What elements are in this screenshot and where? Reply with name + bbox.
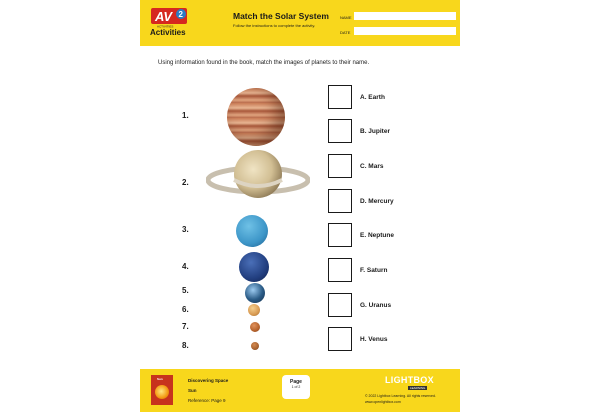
option-label-e: E. Neptune <box>360 232 394 239</box>
answer-box-f[interactable] <box>328 258 352 282</box>
page-title: Match the Solar System <box>233 11 329 21</box>
number-label-3: 3. <box>182 225 189 234</box>
answer-box-c[interactable] <box>328 154 352 178</box>
svg-text:AV: AV <box>155 9 173 24</box>
option-label-h: H. Venus <box>360 336 388 343</box>
page-subtitle: Follow the instructions to complete the activity. <box>233 23 316 28</box>
number-label-8: 8. <box>182 341 189 350</box>
planet-image-2 <box>206 148 310 206</box>
book-title: Sun <box>188 388 197 393</box>
book-cover-image <box>151 375 173 405</box>
page-number: 1 of 2 <box>291 385 301 389</box>
answer-box-d[interactable] <box>328 189 352 213</box>
option-label-c: C. Mars <box>360 163 384 170</box>
date-label: DATE <box>340 30 351 35</box>
worksheet-page <box>140 0 460 412</box>
footer-banner <box>140 369 460 412</box>
book-cover-title: Sun <box>157 377 163 381</box>
page-indicator <box>282 375 310 399</box>
number-label-5: 5. <box>182 286 189 295</box>
sun-icon <box>155 385 169 399</box>
book-series: Discovering Space <box>188 378 229 383</box>
copyright-text: © 2022 Lightbox Learning. All rights reserved. <box>365 394 436 398</box>
svg-text:ACTIVITIES: ACTIVITIES <box>157 24 174 28</box>
answer-box-a[interactable] <box>328 85 352 109</box>
number-label-7: 7. <box>182 322 189 331</box>
number-label-2: 2. <box>182 178 189 187</box>
lightbox-logo: LIGHTBOX <box>385 375 434 385</box>
name-field[interactable] <box>354 12 456 20</box>
number-label-4: 4. <box>182 262 189 271</box>
option-label-f: F. Saturn <box>360 267 388 274</box>
website-link[interactable]: www.openlightbox.com <box>365 400 401 404</box>
instruction-text: Using information found in the book, match the images of planets to their name. <box>158 60 370 66</box>
av2-logo <box>151 8 187 28</box>
reference-text: Reference: Page 9 <box>188 398 226 403</box>
planet-image-4 <box>239 252 269 282</box>
name-label: NAME <box>340 15 352 20</box>
lightbox-logo-sub: LEARNING <box>410 386 426 390</box>
planet-image-3 <box>236 215 268 247</box>
planet-image-1 <box>227 88 285 146</box>
planet-image-5 <box>245 283 265 303</box>
svg-text:2: 2 <box>178 10 183 19</box>
option-label-b: B. Jupiter <box>360 128 390 135</box>
option-label-a: A. Earth <box>360 94 385 101</box>
page-label: Page <box>290 379 302 385</box>
answer-box-g[interactable] <box>328 293 352 317</box>
date-field[interactable] <box>354 27 456 35</box>
brand-label: Activities <box>150 28 186 37</box>
option-label-g: G. Uranus <box>360 302 392 309</box>
answer-box-b[interactable] <box>328 119 352 143</box>
planet-image-6 <box>248 304 260 316</box>
planet-image-7 <box>250 322 260 332</box>
header-banner <box>140 0 460 46</box>
answer-box-h[interactable] <box>328 327 352 351</box>
planet-image-8 <box>251 342 259 350</box>
answer-box-e[interactable] <box>328 223 352 247</box>
number-label-6: 6. <box>182 305 189 314</box>
number-label-1: 1. <box>182 111 189 120</box>
option-label-d: D. Mercury <box>360 198 394 205</box>
